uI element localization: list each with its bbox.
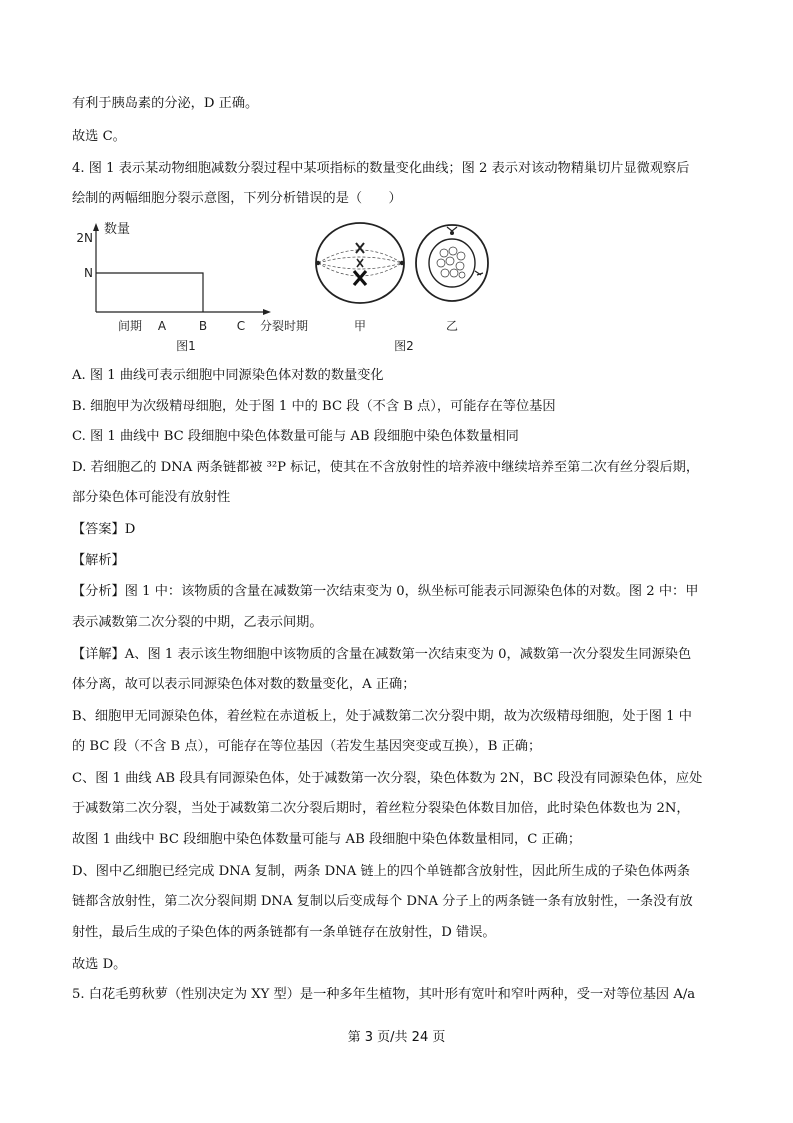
option-d: D. 若细胞乙的 DNA 两条链都被 ³²P 标记，使其在不含放射性的培养液中继续培养至第二次有丝分裂后期， xyxy=(72,460,700,475)
detail-b: 的 BC 段（不含 B 点），可能存在等位基因（若发生基因突变或互换），B 正确； xyxy=(72,739,542,754)
cell-jia-diagram xyxy=(316,223,404,303)
figure1-y-label: 数量 xyxy=(104,222,131,237)
figure1-x-tick-b: B xyxy=(198,319,208,333)
option-c: C. 图 1 曲线中 BC 段细胞中染色体数量可能与 AB 段细胞中染色体数量相同 xyxy=(72,429,519,444)
text-line: 有利于胰岛素的分泌，D 正确。 xyxy=(72,96,259,111)
question-4-stem: 4. 图 1 表示某动物细胞减数分裂过程中某项指标的数量变化曲线；图 2 表示对该动物精巢切片显微观察后 xyxy=(72,161,690,176)
option-a: A. 图 1 曲线可表示细胞中同源染色体对数的数量变化 xyxy=(72,368,384,383)
figure1-y-tick-n: N xyxy=(84,266,93,280)
cell-yi-label: 乙 xyxy=(445,319,459,333)
figure1-x-tick-c: C xyxy=(236,319,246,333)
page-footer: 第 3 页/共 24 页 xyxy=(347,1030,446,1045)
figure1-x-tick-a: A xyxy=(157,319,167,333)
text-line: 故选 C。 xyxy=(72,129,126,144)
detail-d: D、图中乙细胞已经完成 DNA 复制，两条 DNA 链上的四个单链都含放射性，因此所生成的子染色体两条 xyxy=(72,864,691,879)
figure1-curve xyxy=(96,273,203,312)
figure1-y-tick-2n: 2N xyxy=(76,231,93,245)
answer-label: 【答案】D xyxy=(72,522,136,537)
cell-yi-diagram xyxy=(416,225,488,301)
analysis-text: 表示减数第二次分裂的中期，乙表示间期。 xyxy=(72,615,323,630)
question-5-stem: 5. 白花毛剪秋萝（性别决定为 XY 型）是一种多年生植物，其叶形有宽叶和窄叶两种，受一对等位基因 A/a xyxy=(72,987,696,1002)
question-4-figures xyxy=(60,215,720,360)
detail-d: 链都含放射性，第二次分裂间期 DNA 复制以后变成每个 DNA 分子上的两条链一条有放射性，一条没有放 xyxy=(72,894,693,909)
analysis-label: 【解析】 xyxy=(72,553,125,568)
detail-c: 于减数第二次分裂，当处于减数第二次分裂后期时，着丝粒分裂染色体数目加倍，此时染色体数也为 2N， xyxy=(72,801,690,816)
detail-d: 射性，最后生成的子染色体的两条链都有一条单链存在放射性，D 错误。 xyxy=(72,925,496,940)
figure1-x-tick-interphase: 间期 xyxy=(117,319,143,333)
detail-a: 【详解】A、图 1 表示该生物细胞中该物质的含量在减数第一次结束变为 0，减数第一次分裂发生同源染色 xyxy=(72,647,692,662)
detail-c: C、图 1 曲线 AB 段具有同源染色体，处于减数第一次分裂，染色体数为 2N，BC 段没有同源染色体，应处 xyxy=(72,771,703,786)
figure2-caption: 图2 xyxy=(394,339,414,353)
figure1-x-label: 分裂时期 xyxy=(259,319,309,333)
cell-jia-label: 甲 xyxy=(353,319,367,333)
question-4-stem: 绘制的两幅细胞分裂示意图，下列分析错误的是（ ） xyxy=(72,191,402,206)
option-d-continued: 部分染色体可能没有放射性 xyxy=(72,490,231,505)
detail-b: B、细胞甲无同源染色体，着丝粒在赤道板上，处于减数第二次分裂中期，故为次级精母细胞，处于图 1 中 xyxy=(72,709,692,724)
detail-c: 故图 1 曲线中 BC 段细胞中染色体数量可能与 AB 段细胞中染色体数量相同，C 正确； xyxy=(72,832,582,847)
detail-a: 体分离，故可以表示同源染色体对数的数量变化，A 正确； xyxy=(72,677,416,692)
option-b: B. 细胞甲为次级精母细胞，处于图 1 中的 BC 段（不含 B 点），可能存在等位基因 xyxy=(72,399,556,414)
conclusion: 故选 D。 xyxy=(72,957,127,972)
figure1-graph xyxy=(76,221,308,353)
figure1-caption: 图1 xyxy=(176,339,196,353)
analysis-text: 【分析】图 1 中：该物质的含量在减数第一次结束变为 0，纵坐标可能表示同源染色体的对数。图 2 中：甲 xyxy=(72,584,699,599)
